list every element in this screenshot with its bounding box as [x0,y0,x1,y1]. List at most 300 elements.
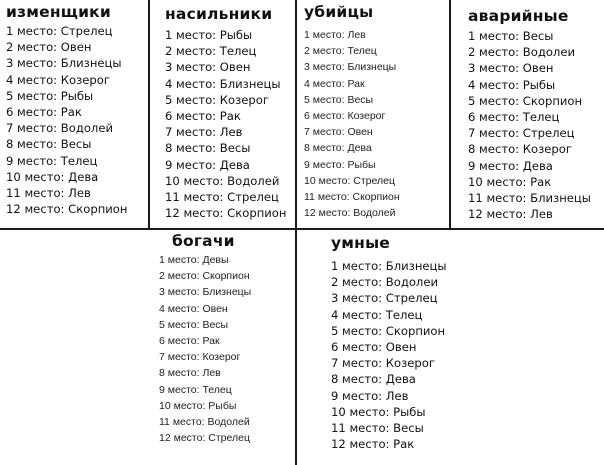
rank-item [165,108,286,124]
zodiac-sign: Телец [219,44,257,59]
rank-separator: : [60,186,69,201]
rank-item [304,76,400,92]
zodiac-sign: Козерог [522,142,572,157]
column-title: изменщики [6,3,111,21]
rank-separator: : [53,72,61,87]
zodiac-sign: Близнецы [530,191,591,206]
rank-label: 12 место [6,202,61,217]
rank-label: 6 место [468,110,516,125]
rank-separator: : [378,291,386,306]
rank-item [304,43,400,59]
rank-item [6,185,127,201]
zodiac-sign: Рак [530,174,552,189]
rank-item [304,157,400,173]
rank-separator: : [515,126,523,141]
zodiac-sign: Рак [219,109,241,124]
zodiac-sign: Козерог [219,92,269,107]
zodiac-sign: Весы [393,421,424,436]
rank-separator: : [212,125,220,140]
zodiac-sign: Лев [202,367,221,380]
rank-separator: : [341,110,348,123]
zodiac-sign: Лев [68,186,91,201]
rank-separator: : [515,45,523,60]
rank-separator: : [196,302,203,315]
rank-item [331,371,447,387]
zodiac-sign: Скорпион [202,270,250,283]
rank-item [304,27,400,43]
zodiac-sign: Рыбы [347,158,376,171]
rank-separator: : [212,109,220,124]
rank-label: 8 место [159,367,197,380]
rank-label: 2 место [6,40,54,55]
rank-label: 11 место [331,421,386,436]
rank-item [6,201,127,217]
rank-label: 7 место [6,121,54,136]
zodiac-sign: Козерог [60,72,110,87]
zodiac-sign: Овен [60,40,92,55]
zodiac-sign: Весы [60,137,92,152]
rank-separator: : [212,92,220,107]
rank-label: 9 место [6,153,54,168]
zodiac-sign: Девы [202,254,229,266]
rank-separator: : [378,275,386,290]
rank-separator: : [196,286,203,299]
rank-separator: : [60,169,69,184]
zodiac-sign: Телец [385,307,423,322]
rank-item [468,141,591,157]
rank-item [331,355,447,371]
rank-item [6,136,127,152]
rank-item [304,108,400,124]
rank-label: 1 место [468,29,516,43]
rank-label: 4 место [331,307,379,322]
rank-item [159,333,251,349]
column-bogachi [159,231,251,446]
zodiac-sign: Близнецы [219,76,281,91]
rank-item [304,205,400,221]
rank-label: 4 место [468,77,516,92]
rank-item [468,44,591,60]
rank-item [165,157,286,173]
zodiac-sign: Рыбы [522,77,556,92]
rank-separator: : [212,60,220,75]
zodiac-sign: Телец [60,153,98,168]
rank-item [159,349,251,365]
zodiac-sign: Овен [347,126,373,139]
divider-horizontal [0,228,604,230]
rank-item [159,268,251,284]
rank-label: 1 место [165,28,213,42]
rank-label: 10 место [468,174,523,189]
rank-label: 5 место [6,88,54,103]
zodiac-sign: Весы [202,318,229,331]
rank-label: 11 место [165,190,220,205]
zodiac-sign: Козерог [202,351,241,364]
zodiac-sign: Близнецы [202,286,252,299]
rank-item [304,92,400,108]
rank-item [468,109,591,125]
rank-label: 8 место [331,372,379,387]
zodiac-sign: Дева [68,169,99,184]
zodiac-sign: Рак [60,105,82,120]
zodiac-sign: Телец [347,45,377,58]
rank-label: 6 место [165,109,213,124]
column-title: убийцы [304,3,374,21]
rank-item [6,72,127,88]
rank-separator: : [196,254,203,266]
rank-item [159,317,251,333]
rank-label: 1 место [159,254,197,266]
rank-item [304,124,400,140]
rank-separator: : [53,105,61,120]
rank-label: 4 место [6,72,54,87]
rank-item [468,77,591,93]
column-umnye [331,233,447,452]
divider-vertical-3 [449,0,451,228]
rank-separator: : [515,158,523,173]
rank-separator: : [53,40,61,55]
rank-item [468,174,591,190]
rank-separator: : [196,335,203,348]
zodiac-sign: Водолеи [385,275,438,290]
rank-separator: : [378,323,386,338]
rank-separator: : [212,141,220,156]
rank-item [304,59,400,75]
zodiac-sign: Близнецы [60,56,122,71]
rank-item [165,43,286,59]
rank-label: 4 место [159,302,197,315]
column-title: богачи [172,232,235,250]
zodiac-sign: Овен [522,61,554,76]
rank-item [165,124,286,140]
rank-item [468,190,591,206]
zodiac-sign: Лев [530,207,553,222]
rank-item [468,93,591,109]
rank-label: 7 место [159,351,197,364]
rank-separator: : [219,190,228,205]
rank-item [165,189,286,205]
rank-item [304,189,400,205]
rank-label: 9 место [304,158,342,171]
rank-label: 4 место [165,76,213,91]
rank-separator: : [196,318,203,331]
rank-item [6,153,127,169]
zodiac-sign: Стрелец [227,190,279,205]
rank-label: 6 место [159,335,197,348]
rank-label: 8 место [468,142,516,157]
rank-item [331,436,447,452]
zodiac-sign: Рыбы [219,28,253,42]
zodiac-sign: Лев [347,29,366,41]
rank-label: 10 место [6,169,61,184]
zodiac-sign: Рак [202,335,220,348]
rank-separator: : [341,142,348,155]
column-title: умные [331,234,391,252]
rank-item [6,104,127,120]
zodiac-sign: Скорпион [68,202,128,217]
rank-item [331,339,447,355]
rank-label: 6 место [331,340,379,355]
zodiac-sign: Скорпион [385,323,446,338]
rank-label: 2 место [165,44,213,59]
rank-item [468,60,591,76]
zodiac-sign: Водолей [227,173,280,188]
rank-separator: : [341,126,348,139]
rank-separator: : [515,142,523,157]
rank-list [6,23,127,217]
rank-item [165,92,286,108]
rank-item [159,382,251,398]
rank-separator: : [219,173,228,188]
rank-separator: : [385,404,394,419]
rank-separator: : [347,174,354,187]
zodiac-sign: Скорпион [522,93,583,108]
rank-separator: : [202,432,209,445]
zodiac-sign: Близнецы [347,61,397,74]
zodiac-sign: Стрелец [385,291,438,306]
rank-label: 9 место [165,157,213,172]
rank-item [331,388,447,404]
rank-separator: : [196,270,203,283]
rank-item [159,398,251,414]
rank-label: 9 место [159,383,197,396]
rank-item [159,414,251,430]
rank-item [159,365,251,381]
rank-label: 11 место [159,416,202,429]
zodiac-sign: Рыбы [208,399,237,412]
rank-label: 5 место [304,93,342,106]
rank-label: 1 место [331,259,379,273]
zodiac-sign: Скорпион [352,191,400,204]
rank-label: 12 место [304,207,348,220]
rank-label: 10 место [331,404,386,419]
rank-separator: : [515,61,523,76]
rank-separator: : [385,437,394,452]
rank-separator: : [341,61,348,74]
rank-label: 7 место [165,125,213,140]
rank-item [468,125,591,141]
zodiac-sign: Рыбы [60,88,94,103]
rank-label: 5 место [468,93,516,108]
zodiac-sign: Стрелец [353,174,395,187]
rank-item [165,76,286,92]
rank-separator: : [212,44,220,59]
rank-item [6,120,127,136]
rank-item [165,27,286,43]
rank-item [6,23,127,39]
rank-separator: : [515,77,523,92]
rank-item [304,173,400,189]
rank-label: 1 место [6,24,54,38]
rank-separator: : [219,206,228,221]
rank-label: 7 место [304,126,342,139]
rank-label: 10 место [165,173,220,188]
zodiac-sign: Весы [522,29,554,43]
zodiac-sign: Водолей [207,416,250,429]
zodiac-sign: Козерог [347,110,386,123]
zodiac-sign: Овен [219,60,251,75]
rank-item [6,55,127,71]
zodiac-sign: Стрелец [208,432,250,445]
rank-separator: : [341,45,348,58]
rank-item [331,307,447,323]
rank-label: 10 место [159,399,203,412]
rank-separator: : [53,56,61,71]
rank-item [6,39,127,55]
rank-label: 12 место [331,437,386,452]
rank-separator: : [378,307,386,322]
rank-separator: : [378,388,386,403]
rank-item [331,274,447,290]
rank-label: 9 место [331,388,379,403]
divider-vertical-1 [148,0,150,228]
rank-separator: : [378,372,386,387]
rank-label: 5 место [165,92,213,107]
rank-list [331,258,447,452]
rank-label: 6 место [304,110,342,123]
divider-vertical-2 [295,0,297,465]
rank-separator: : [347,207,354,220]
rank-separator: : [53,137,61,152]
rank-item [468,158,591,174]
rank-label: 8 место [304,142,342,155]
rank-separator: : [385,421,394,436]
zodiac-sign: Дева [522,158,553,173]
rank-label: 12 место [159,432,203,445]
rank-separator: : [53,24,61,38]
rank-label: 2 место [468,45,516,60]
rank-separator: : [341,93,348,106]
rank-item [165,205,286,221]
rank-label: 2 место [159,270,197,283]
rank-item [6,88,127,104]
rank-separator: : [515,29,523,43]
rank-label: 8 место [6,137,54,152]
column-avariynye [468,6,591,222]
zodiac-sign: Дева [385,372,416,387]
rank-item [331,420,447,436]
rank-label: 5 место [331,323,379,338]
zodiac-sign: Дева [219,157,250,172]
rank-label: 3 место [165,60,213,75]
zodiac-sign: Близнецы [385,259,447,273]
rank-separator: : [341,29,348,41]
rank-item [165,140,286,156]
rank-item [6,169,127,185]
rank-item [159,301,251,317]
zodiac-sign: Козерог [385,356,435,371]
rank-item [165,59,286,75]
rank-separator: : [378,340,386,355]
column-title: аварийные [468,7,569,25]
rank-label: 11 место [468,191,523,206]
rank-separator: : [212,28,220,42]
rank-item [331,323,447,339]
rank-item [165,173,286,189]
rank-separator: : [196,367,203,380]
zodiac-sign: Стрелец [522,126,575,141]
rank-label: 3 место [6,56,54,71]
zodiac-sign: Телец [522,110,560,125]
rank-separator: : [60,202,69,217]
rank-item [468,28,591,44]
rank-separator: : [522,174,531,189]
rank-list [304,27,400,221]
zodiac-sign: Рыбы [393,404,426,419]
column-title: насильники [165,5,273,23]
zodiac-sign: Водолеи [522,45,575,60]
rank-separator: : [515,93,523,108]
zodiac-sign: Лев [219,125,243,140]
zodiac-sign: Водолей [60,121,113,136]
zodiac-sign: Стрелец [60,24,113,38]
rank-label: 10 место [304,174,348,187]
column-ubiytsy [304,2,400,221]
zodiac-sign: Дева [347,142,372,155]
rank-separator: : [202,399,209,412]
rank-label: 2 место [304,45,342,58]
zodiac-sign: Овен [202,302,228,315]
zodiac-sign: Скорпион [227,206,287,221]
rank-separator: : [212,76,220,91]
rank-separator: : [53,121,61,136]
rank-separator: : [378,356,386,371]
rank-separator: : [196,351,203,364]
column-izmenshchiki [6,2,127,217]
rank-item [159,252,251,268]
rank-item [159,284,251,300]
rank-separator: : [196,383,203,396]
zodiac-sign: Весы [219,141,251,156]
rank-item [331,404,447,420]
rank-list [165,27,286,221]
zodiac-sign: Рак [347,77,365,90]
rank-label: 5 место [159,318,197,331]
rank-label: 3 место [468,61,516,76]
column-nasilniki [165,4,286,221]
rank-label: 11 место [6,186,61,201]
rank-label: 12 место [468,207,523,222]
rank-label: 3 место [159,286,197,299]
rank-label: 2 место [331,275,379,290]
zodiac-sign: Рак [393,437,415,452]
zodiac-sign: Телец [202,383,232,396]
rank-separator: : [515,110,523,125]
rank-label: 12 место [165,206,220,221]
rank-label: 11 место [304,191,347,204]
rank-label: 4 место [304,77,342,90]
rank-label: 7 место [331,356,379,371]
rank-label: 1 место [304,29,342,41]
rank-item [468,206,591,222]
rank-separator: : [201,416,208,429]
rank-list [159,252,251,446]
rank-separator: : [522,191,531,206]
rank-label: 7 место [468,126,516,141]
rank-item [304,140,400,156]
rank-label: 6 место [6,105,54,120]
zodiac-sign: Овен [385,340,417,355]
zodiac-sign: Лев [385,388,409,403]
rank-separator: : [53,153,61,168]
rank-item [331,258,447,274]
rank-label: 3 место [331,291,379,306]
rank-separator: : [53,88,61,103]
rank-item [159,430,251,446]
rank-separator: : [346,191,353,204]
rank-separator: : [522,207,531,222]
rank-list [468,28,591,222]
